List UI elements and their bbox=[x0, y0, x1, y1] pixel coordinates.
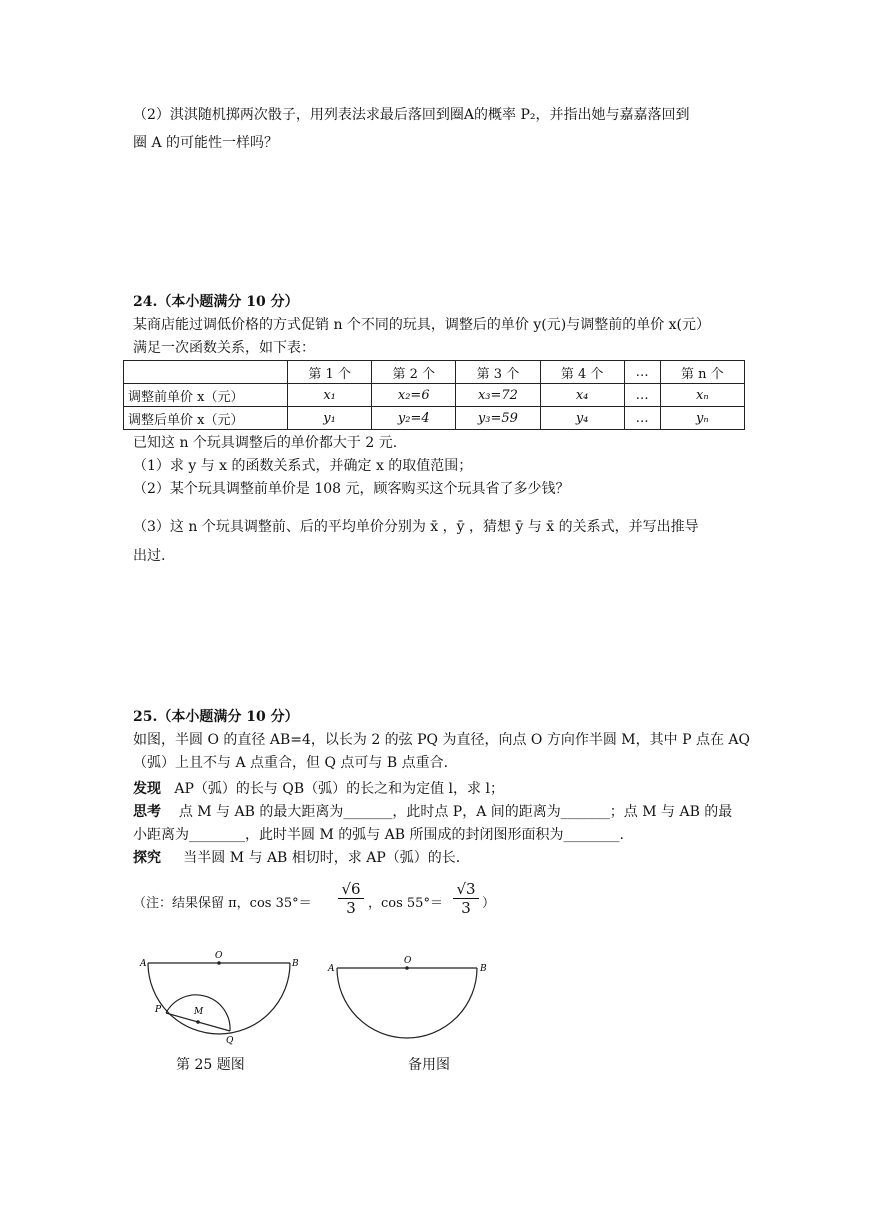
table-cell: 第 1 个 bbox=[288, 361, 372, 384]
spare-figure-caption: 备用图 bbox=[408, 1057, 450, 1073]
table-row bbox=[124, 407, 745, 430]
q25-discover bbox=[133, 780, 504, 798]
q24-header: 24.（本小题满分 10 分） bbox=[133, 294, 299, 310]
note-mid: ，cos 55°＝ bbox=[368, 896, 443, 911]
table-cell: 调整前单价 x（元） bbox=[124, 384, 288, 407]
table-cell: x₂=6 bbox=[372, 384, 456, 407]
note-suffix: ） bbox=[482, 896, 496, 911]
label-O: O bbox=[215, 951, 223, 961]
table-cell: yₙ bbox=[660, 407, 744, 430]
fraction-sqrt3-over-3 bbox=[453, 880, 479, 917]
table-cell: 第 2 个 bbox=[372, 361, 456, 384]
table-cell: y₂=4 bbox=[372, 407, 456, 430]
spare-diagram bbox=[327, 955, 497, 1040]
label-B: B bbox=[292, 959, 299, 969]
discover-text: AP（弧）的长与 QB（弧）的长之和为定值 l，求 l； bbox=[174, 781, 504, 797]
figure-25-caption: 第 25 题图 bbox=[176, 1057, 245, 1073]
frac1-numerator: √6 bbox=[338, 880, 364, 899]
label-P: P bbox=[155, 1005, 162, 1015]
discover-label: 发现 bbox=[133, 781, 161, 797]
think-text-1: 点 M 与 AB 的最大距离为_______，此时点 P，A 间的距离为_______；点 M 与 AB 的最 bbox=[178, 804, 733, 820]
label-M: M bbox=[194, 1007, 204, 1017]
table-cell: x₄ bbox=[540, 384, 624, 407]
label-B: B bbox=[480, 964, 487, 974]
note-prefix: （注：结果保留 π，cos 35°＝ bbox=[133, 896, 312, 911]
label-A: A bbox=[140, 959, 147, 969]
explore-label: 探究 bbox=[133, 850, 161, 866]
table-cell: x₃=72 bbox=[456, 384, 540, 407]
explore-text: 当半圆 M 与 AB 相切时，求 AP（弧）的长. bbox=[183, 850, 461, 866]
q25-think2: 小距离为________，此时半圆 M 的弧与 AB 所围成的封闭图形面积为________. bbox=[133, 827, 624, 843]
table-cell: x₁ bbox=[288, 384, 372, 407]
frac2-numerator: √3 bbox=[453, 880, 479, 899]
q23-line1: （2）淇淇随机掷两次骰子，用列表法求最后落回到圈A的概率 P₂，并指出她与嘉嘉落回到 bbox=[133, 107, 690, 123]
table-header-row bbox=[124, 361, 745, 384]
think-label: 思考 bbox=[133, 804, 161, 820]
table-cell: y₃=59 bbox=[456, 407, 540, 430]
table-row bbox=[124, 384, 745, 407]
frac1-denominator: 3 bbox=[346, 899, 356, 917]
q24-sub3: （3）这 n 个玩具调整前、后的平均单价分别为 x̄ ，ȳ ，猜想 ȳ 与 x̄ 的关系式，并写出推导 bbox=[133, 519, 699, 535]
figure-25-diagram bbox=[140, 950, 310, 1045]
table-cell: y₁ bbox=[288, 407, 372, 430]
q25-line1: 如图，半圆 O 的直径 AB=4，以长为 2 的弦 PQ 为直径，向点 O 方向作半圆 M，其中 P 点在 AQ bbox=[133, 732, 750, 748]
table-cell: 调整后单价 x（元） bbox=[124, 407, 288, 430]
table-cell: 第 4 个 bbox=[540, 361, 624, 384]
label-Q: Q bbox=[226, 1036, 234, 1046]
q24-line1: 某商店能过调低价格的方式促销 n 个不同的玩具，调整后的单价 y(元)与调整前的单价 x(元） bbox=[133, 317, 711, 333]
q23-line2: 圈 A 的可能性一样吗？ bbox=[133, 135, 279, 151]
table-cell bbox=[124, 361, 288, 384]
table-cell: y₄ bbox=[540, 407, 624, 430]
q24-sub3b: 出过. bbox=[133, 548, 166, 564]
price-table bbox=[123, 360, 745, 430]
table-cell: … bbox=[624, 407, 660, 430]
q24-line2: 满足一次函数关系，如下表： bbox=[133, 340, 315, 356]
q24-line3: 已知这 n 个玩具调整后的单价都大于 2 元. bbox=[133, 435, 398, 451]
label-O: O bbox=[404, 956, 412, 966]
q25-explore bbox=[133, 849, 460, 867]
table-cell: 第 3 个 bbox=[456, 361, 540, 384]
q24-sub2: （2）某个玩具调整前单价是 108 元，顾客购买这个玩具省了多少钱？ bbox=[133, 481, 570, 497]
table-cell: xₙ bbox=[660, 384, 744, 407]
q25-think1 bbox=[133, 803, 732, 821]
table-cell: … bbox=[624, 361, 660, 384]
fraction-sqrt6-over-3 bbox=[338, 880, 364, 917]
label-A: A bbox=[328, 964, 335, 974]
q24-sub1: （1）求 y 与 x 的函数关系式，并确定 x 的取值范围； bbox=[133, 458, 473, 474]
table-cell: 第 n 个 bbox=[660, 361, 744, 384]
q25-header: 25.（本小题满分 10 分） bbox=[133, 709, 299, 725]
table-cell: … bbox=[624, 384, 660, 407]
frac2-denominator: 3 bbox=[461, 899, 471, 917]
q25-line2: （弧）上且不与 A 点重合，但 Q 点可与 B 点重合. bbox=[133, 755, 449, 771]
